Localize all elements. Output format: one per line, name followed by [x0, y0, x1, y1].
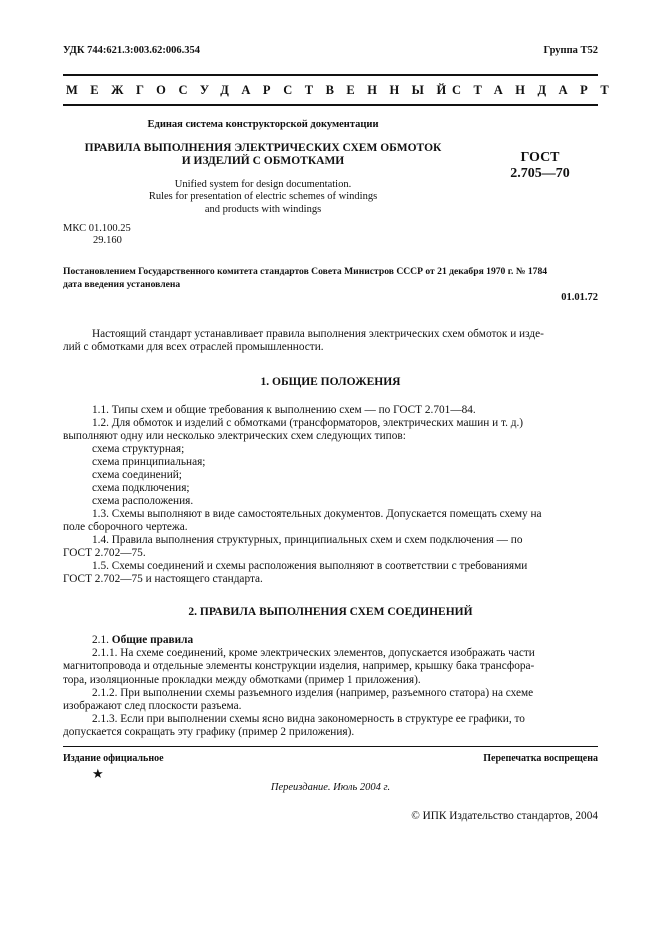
gost-label: ГОСТ — [520, 150, 560, 165]
list-item: схема подключения; — [92, 482, 190, 494]
decree-line-1: Постановлением Государственного комитета стандартов Совета Министров СССР от 21 декабря 1970 г. № 1784 — [63, 266, 548, 277]
intro-line-1: Настоящий стандарт устанавливает правила выполнения электрических схем обмоток и изде- — [92, 328, 544, 340]
english-title-line-1: Unified system for design documentation. — [174, 179, 352, 190]
clause-1-3 — [63, 508, 598, 535]
top-rule — [63, 74, 598, 76]
list-item: схема соединений; — [92, 469, 182, 481]
clause-1-5-line-2: ГОСТ 2.702—75 и настоящего стандарта. — [63, 573, 263, 586]
gost-designation — [495, 150, 585, 182]
clause-1-4-line-2: ГОСТ 2.702—75. — [63, 547, 146, 560]
clause-1-3-line-1: 1.3. Схемы выполняют в виде самостоятельных документов. Допускается помещать схему на — [92, 508, 542, 520]
clause-2-1-2-line-2: изображают след плоскости разъема. — [63, 700, 242, 713]
document-title — [63, 142, 463, 167]
list-item: схема расположения. — [92, 495, 194, 507]
decree-line-2: дата введения установлена — [63, 278, 181, 290]
clause-2-1-2-line-1: 2.1.2. При выполнении схемы разъемного изделия (например, разъемного статора) на схеме — [92, 687, 534, 699]
effective-date: 01.01.72 — [561, 292, 598, 303]
reprint-prohibited: Перепечатка воспрещена — [483, 753, 598, 764]
decree-text — [63, 266, 603, 291]
official-edition: Издание официальное — [63, 753, 164, 764]
section-1-heading: 1. ОБЩИЕ ПОЛОЖЕНИЯ — [260, 376, 401, 388]
clause-1-5 — [63, 560, 598, 587]
copyright: © ИПК Издательство стандартов, 2004 — [411, 810, 598, 822]
reissue-note: Переиздание. Июль 2004 г. — [270, 782, 391, 793]
english-title-line-2: Rules for presentation of electric schemes of windings — [148, 191, 378, 203]
system-name: Единая система конструкторской документации — [147, 119, 379, 130]
star-icon: ★ — [92, 766, 104, 781]
udk-code: УДК 744:621.3:003.62:006.354 — [63, 45, 200, 56]
intro-paragraph — [63, 328, 598, 355]
clause-2-1-3-line-1: 2.1.3. Если при выполнении схемы ясно видна закономерность в структуре ее графики, то — [92, 713, 525, 725]
mks-line-2: 29.160 — [93, 235, 122, 246]
clause-2-1 — [63, 634, 598, 647]
standard-type-word1: МЕЖГОСУДАРСТВЕННЫЙ — [66, 83, 459, 97]
clause-1-4 — [63, 534, 598, 561]
clause-2-1-1-line-2: магнитопровода и отдельные элементы конструкции изделия, например, крышку бака трансфорa- — [63, 660, 535, 673]
footer-rule — [63, 746, 598, 747]
clause-2-1-1 — [63, 647, 598, 687]
clause-2-1-1-line-1: 2.1.1. На схеме соединений, кроме электрических элементов, допускается изображать части — [92, 647, 535, 659]
list-item: схема принципиальная; — [92, 456, 206, 468]
mks-line-1: МКС 01.100.25 — [63, 223, 131, 234]
clause-1-5-line-1: 1.5. Схемы соединений и схемы расположения выполняют в соответствии с требованиями — [92, 560, 528, 572]
clause-2-1-title: Общие правила — [111, 634, 194, 646]
clause-1-2 — [63, 417, 598, 444]
title-line-2: И ИЗДЕЛИЙ С ОБМОТКАМИ — [181, 154, 345, 167]
clause-2-1-1-line-3: тора, изоляционные прокладки между обмотками (пример 1 приложения). — [63, 673, 421, 686]
clause-1-4-line-1: 1.4. Правила выполнения структурных, принципиальных схем и схем подключения — по — [92, 534, 523, 546]
clause-1-2-line-2: выполняют одну или несколько электрических схем следующих типов: — [63, 430, 406, 443]
clause-2-1-3-line-2: допускается сокращать эту графику (пример 2 приложения). — [63, 726, 355, 739]
intro-line-2: лий с обмотками для всех отраслей промышленности. — [63, 341, 324, 354]
group-code: Группа Т52 — [543, 45, 598, 56]
title-line-1: ПРАВИЛА ВЫПОЛНЕНИЯ ЭЛЕКТРИЧЕСКИХ СХЕМ ОБМОТОК — [84, 142, 442, 154]
gost-number: 2.705—70 — [510, 166, 570, 181]
standard-type-word2: СТАНДАРТ — [452, 83, 622, 97]
clause-2-1-3 — [63, 713, 598, 740]
english-title-line-3: and products with windings — [204, 203, 322, 215]
clause-2-1-2 — [63, 687, 598, 714]
bottom-rule — [63, 104, 598, 106]
clause-1-3-line-2: поле сборочного чертежа. — [63, 521, 188, 534]
list-item: схема структурная; — [92, 443, 185, 455]
clause-1-2-line-1: 1.2. Для обмоток и изделий с обмотками (трансформаторов, электрических машин и т. д.) — [92, 417, 524, 429]
clause-1-1: 1.1. Типы схем и общие требования к выполнению схем — по ГОСТ 2.701—84. — [92, 404, 476, 416]
english-title — [63, 179, 463, 216]
section-2-heading: 2. ПРАВИЛА ВЫПОЛНЕНИЯ СХЕМ СОЕДИНЕНИЙ — [188, 606, 473, 618]
clause-2-1-number: 2.1. — [92, 634, 109, 646]
